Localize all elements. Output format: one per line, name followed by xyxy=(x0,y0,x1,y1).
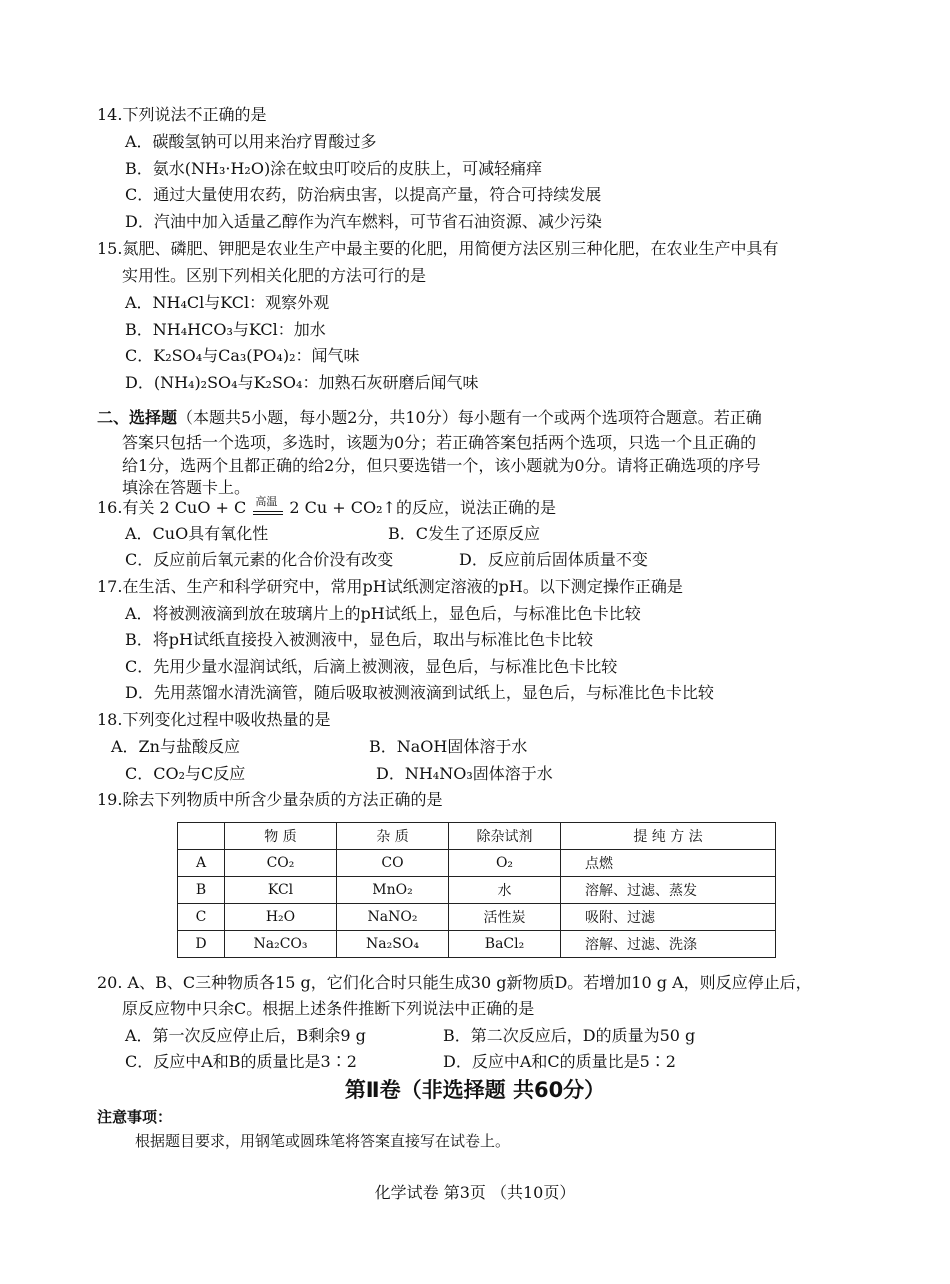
q17-stem: 17.在生活、生产和科学研究中，常用pH试纸测定溶液的pH。以下测定操作正确是 xyxy=(97,577,683,596)
q14-option-a: A．碳酸氢钠可以用来治疗胃酸过多 xyxy=(125,132,377,151)
q18-option-c: C．CO₂与C反应 xyxy=(125,764,246,783)
q15-option-b: B．NH₄HCO₃与KCl：加水 xyxy=(125,320,326,339)
q20-option-d: D．反应中A和C的质量比是5∶2 xyxy=(443,1052,676,1071)
q16-option-d: D．反应前后固体质量不变 xyxy=(459,550,648,569)
q15-option-c: C．K₂SO₄与Ca₃(PO₄)₂：闻气味 xyxy=(125,346,360,365)
table-cell: Na₂SO₄ xyxy=(337,931,449,958)
q16-option-a: A．CuO具有氧化性 xyxy=(125,524,269,543)
table-cell: BaCl₂ xyxy=(449,931,561,958)
table-cell: 点燃 xyxy=(561,850,776,877)
table-header-row xyxy=(178,823,776,850)
table-cell: CO xyxy=(337,850,449,877)
reaction-condition-label: 高温 xyxy=(255,495,278,508)
section2-line-1 xyxy=(97,407,762,429)
q20-stem-2: 原反应物中只余C。根据上述条件推断下列说法中正确的是 xyxy=(122,999,535,1018)
table-row xyxy=(178,850,776,877)
table-header-cell xyxy=(178,823,225,850)
q16-option-c: C．反应前后氧元素的化合价没有改变 xyxy=(125,550,394,569)
table-row xyxy=(178,931,776,958)
q15-option-a: A．NH₄Cl与KCl：观察外观 xyxy=(125,293,330,312)
table-cell: KCl xyxy=(225,877,337,904)
q17-option-d: D．先用蒸馏水清洗滴管，随后吸取被测液滴到试纸上，显色后，与标准比色卡比较 xyxy=(125,683,714,702)
q18-option-b: B．NaOH固体溶于水 xyxy=(369,737,528,756)
table-header-cell: 除杂试剂 xyxy=(449,823,561,850)
table-header-cell: 提 纯 方 法 xyxy=(561,823,776,850)
table-cell: H₂O xyxy=(225,904,337,931)
q16-option-b: B．C发生了还原反应 xyxy=(388,524,541,543)
part2-title: 第Ⅱ卷（非选择题 共60分） xyxy=(344,1078,606,1102)
section2-text-1: （本题共5小题，每小题2分，共10分）每小题有一个或两个选项符合题意。若正确 xyxy=(177,408,762,427)
table-cell: C xyxy=(178,904,225,931)
q19-stem: 19.除去下列物质中所含少量杂质的方法正确的是 xyxy=(97,790,443,809)
q20-option-c: C．反应中A和B的质量比是3∶2 xyxy=(125,1052,357,1071)
q18-option-a: A．Zn与盐酸反应 xyxy=(111,737,240,756)
q14-option-d: D．汽油中加入适量乙醇作为汽车燃料，可节省石油资源、减少污染 xyxy=(125,212,602,231)
table-cell: CO₂ xyxy=(225,850,337,877)
table-cell: D xyxy=(178,931,225,958)
q17-option-a: A．将被测液滴到放在玻璃片上的pH试纸上，显色后，与标准比色卡比较 xyxy=(125,604,641,623)
table-cell: 水 xyxy=(449,877,561,904)
q17-option-b: B．将pH试纸直接投入被测液中，显色后，取出与标准比色卡比较 xyxy=(125,630,593,649)
q20-option-a: A．第一次反应停止后，B剩余9 g xyxy=(125,1026,366,1045)
q20-stem-1: 20. A、B、C三种物质各15 g，它们化合时只能生成30 g新物质D。若增加10 g A，则反应停止后， xyxy=(97,973,812,992)
section2-line-2: 答案只包括一个选项，多选时，该题为0分；若正确答案包括两个选项，只选一个且正确的 xyxy=(122,433,757,452)
table-row xyxy=(178,904,776,931)
q14-stem: 14.下列说法不正确的是 xyxy=(97,105,267,124)
q18-stem: 18.下列变化过程中吸收热量的是 xyxy=(97,710,331,729)
q16-stem-pre: 16.有关 2 CuO + C xyxy=(97,498,252,517)
q15-stem-1: 15.氮肥、磷肥、钾肥是农业生产中最主要的化肥，用简便方法区别三种化肥，在农业生产中具有 xyxy=(97,239,779,258)
table-cell: 溶解、过滤、蒸发 xyxy=(561,877,776,904)
table-cell: B xyxy=(178,877,225,904)
q18-option-d: D．NH₄NO₃固体溶于水 xyxy=(376,764,553,783)
notice-text: 根据题目要求，用钢笔或圆珠笔将答案直接写在试卷上。 xyxy=(135,1132,511,1150)
table-cell: A xyxy=(178,850,225,877)
table-cell: Na₂CO₃ xyxy=(225,931,337,958)
notice-label: 注意事项： xyxy=(97,1108,173,1126)
q14-option-b: B．氨水(NH₃·H₂O)涂在蚊虫叮咬后的皮肤上，可减轻痛痒 xyxy=(125,159,543,178)
table-header-cell: 杂 质 xyxy=(337,823,449,850)
section2-line-3: 给1分，选两个且都正确的给2分，但只要选错一个，该小题就为0分。请将正确选项的序号 xyxy=(122,456,761,475)
q20-option-b: B．第二次反应后，D的质量为50 g xyxy=(443,1026,696,1045)
q16-stem-post: 2 Cu + CO₂↑的反应，说法正确的是 xyxy=(289,498,556,517)
table-cell: MnO₂ xyxy=(337,877,449,904)
reaction-condition xyxy=(251,497,289,519)
q19-table xyxy=(177,822,776,958)
q17-option-c: C．先用少量水湿润试纸，后滴上被测液，显色后，与标准比色卡比较 xyxy=(125,657,618,676)
table-header-cell: 物 质 xyxy=(225,823,337,850)
table-cell: 溶解、过滤、洗涤 xyxy=(561,931,776,958)
table-cell: 活性炭 xyxy=(449,904,561,931)
q15-option-d: D．(NH₄)₂SO₄与K₂SO₄：加熟石灰研磨后闻气味 xyxy=(125,373,479,392)
table-cell: NaNO₂ xyxy=(337,904,449,931)
table-cell: 吸附、过滤 xyxy=(561,904,776,931)
q15-stem-2: 实用性。区别下列相关化肥的方法可行的是 xyxy=(122,266,427,285)
q16-stem xyxy=(97,497,556,519)
page-footer: 化学试卷 第3页 （共10页） xyxy=(374,1183,576,1202)
section2-heading: 二、选择题 xyxy=(97,408,178,427)
section2-line-4: 填涂在答题卡上。 xyxy=(122,478,251,497)
table-cell: O₂ xyxy=(449,850,561,877)
table-row xyxy=(178,877,776,904)
q14-option-c: C．通过大量使用农药，防治病虫害，以提高产量，符合可持续发展 xyxy=(125,185,602,204)
